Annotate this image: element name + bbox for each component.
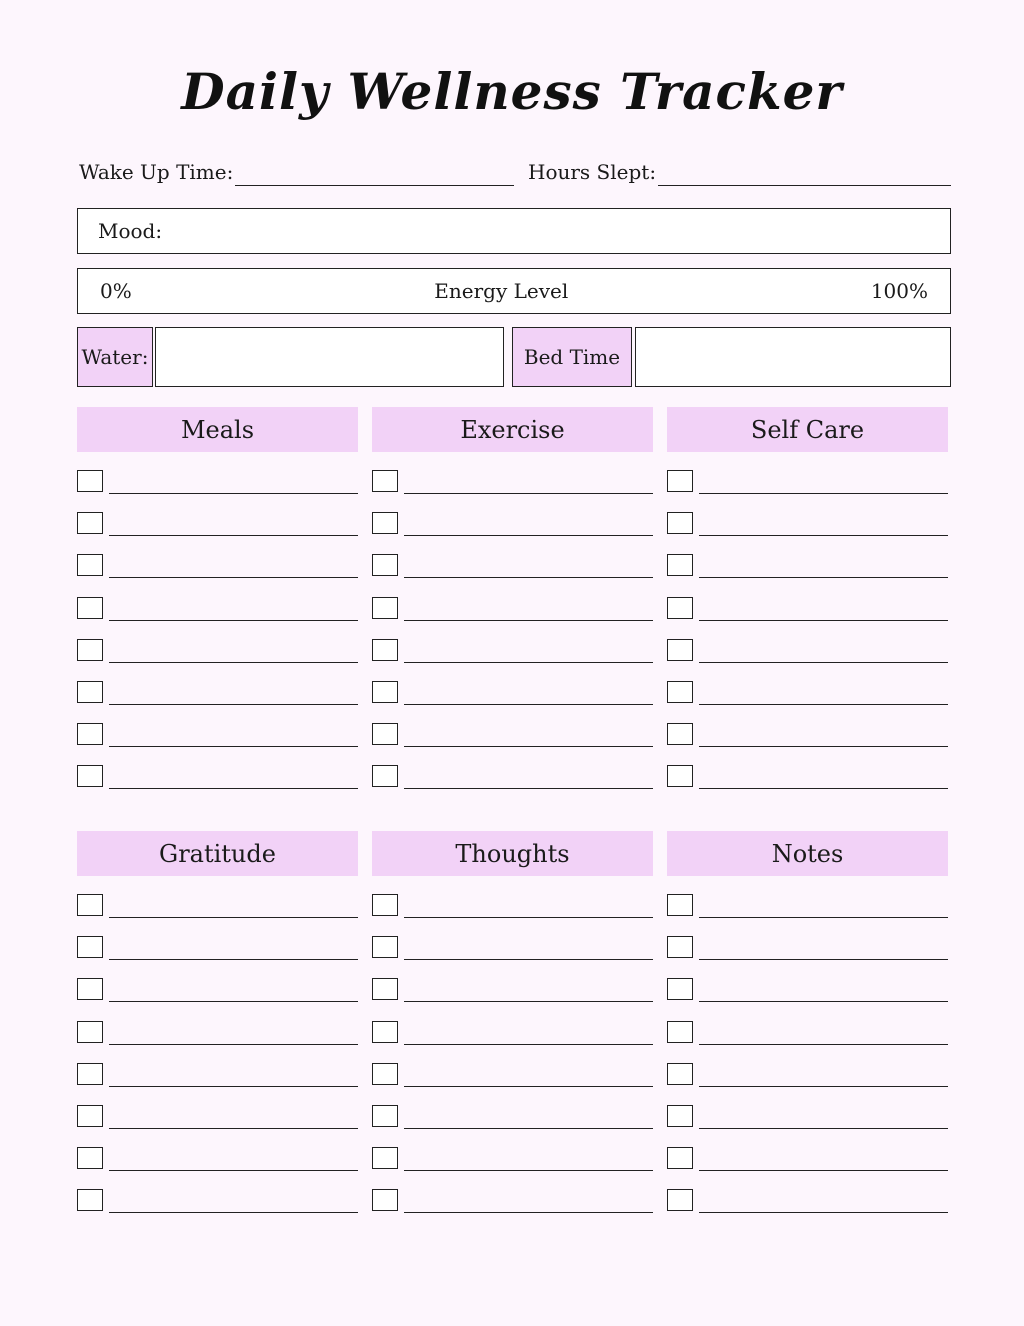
- hours-slept-field[interactable]: [528, 158, 951, 186]
- checkbox[interactable]: [77, 1105, 103, 1127]
- water-input-box[interactable]: [155, 327, 504, 387]
- list-item: [667, 1105, 948, 1131]
- list-item: [372, 765, 653, 791]
- checkbox[interactable]: [667, 554, 693, 576]
- checkbox[interactable]: [77, 1063, 103, 1085]
- list-item: [372, 1189, 653, 1215]
- writing-line[interactable]: [699, 577, 948, 578]
- list-item: [667, 765, 948, 791]
- checkbox[interactable]: [372, 978, 398, 1000]
- checkbox[interactable]: [667, 1021, 693, 1043]
- checkbox[interactable]: [77, 597, 103, 619]
- list-item: [372, 1105, 653, 1131]
- checkbox[interactable]: [372, 1147, 398, 1169]
- energy-min-label: 0%: [100, 279, 132, 303]
- list-item: [372, 639, 653, 665]
- page-title: Daily Wellness Tracker: [181, 62, 843, 121]
- section-header-exercise: Exercise: [372, 407, 653, 452]
- wake-up-time-field[interactable]: [79, 158, 514, 186]
- checkbox[interactable]: [77, 978, 103, 1000]
- writing-line[interactable]: [699, 917, 948, 918]
- list-item: [77, 723, 358, 749]
- list-item: [77, 1063, 358, 1089]
- checkbox[interactable]: [667, 1063, 693, 1085]
- checkbox[interactable]: [372, 723, 398, 745]
- list-item: [667, 1189, 948, 1215]
- writing-line[interactable]: [404, 1170, 653, 1171]
- energy-max-label: 100%: [870, 279, 928, 303]
- writing-line[interactable]: [109, 1170, 358, 1171]
- writing-line[interactable]: [404, 746, 653, 747]
- energy-level-label: Energy Level: [434, 279, 569, 303]
- list-item: [667, 1147, 948, 1173]
- list-item: [372, 554, 653, 580]
- checkbox[interactable]: [667, 639, 693, 661]
- list-item: [372, 597, 653, 623]
- writing-line[interactable]: [109, 577, 358, 578]
- list-item: [667, 639, 948, 665]
- writing-line[interactable]: [109, 1212, 358, 1213]
- writing-line[interactable]: [699, 662, 948, 663]
- list-item: [372, 512, 653, 538]
- list-item: [372, 681, 653, 707]
- list-item: [372, 470, 653, 496]
- checkbox[interactable]: [667, 681, 693, 703]
- writing-line[interactable]: [699, 620, 948, 621]
- writing-line[interactable]: [404, 535, 653, 536]
- hours-slept-label: Hours Slept:: [528, 160, 657, 184]
- writing-line[interactable]: [404, 1044, 653, 1045]
- writing-line[interactable]: [109, 1128, 358, 1129]
- list-item: [667, 554, 948, 580]
- checkbox[interactable]: [667, 978, 693, 1000]
- list-item: [667, 894, 948, 920]
- checkbox[interactable]: [667, 765, 693, 787]
- mood-label: Mood:: [98, 219, 163, 243]
- writing-line[interactable]: [699, 746, 948, 747]
- checkbox[interactable]: [667, 470, 693, 492]
- list-item: [667, 1063, 948, 1089]
- list-item: [372, 1021, 653, 1047]
- list-item: [667, 681, 948, 707]
- checkbox[interactable]: [372, 1189, 398, 1211]
- writing-line[interactable]: [109, 493, 358, 494]
- checkbox[interactable]: [372, 894, 398, 916]
- mood-box[interactable]: [77, 208, 951, 254]
- checkbox[interactable]: [77, 554, 103, 576]
- list-item: [77, 1105, 358, 1131]
- writing-line[interactable]: [109, 662, 358, 663]
- writing-line[interactable]: [404, 1128, 653, 1129]
- writing-line[interactable]: [404, 493, 653, 494]
- list-item: [77, 597, 358, 623]
- writing-line[interactable]: [404, 1001, 653, 1002]
- checkbox[interactable]: [77, 681, 103, 703]
- writing-line[interactable]: [109, 620, 358, 621]
- writing-line[interactable]: [109, 1001, 358, 1002]
- list-item: [372, 936, 653, 962]
- writing-line[interactable]: [404, 959, 653, 960]
- list-item: [372, 894, 653, 920]
- section-header-self-care: Self Care: [667, 407, 948, 452]
- list-item: [77, 936, 358, 962]
- writing-line[interactable]: [404, 1212, 653, 1213]
- writing-line[interactable]: [109, 746, 358, 747]
- writing-line[interactable]: [699, 1128, 948, 1129]
- hours-slept-line[interactable]: [658, 161, 951, 186]
- checkbox[interactable]: [372, 1021, 398, 1043]
- writing-line[interactable]: [109, 704, 358, 705]
- list-item: [77, 639, 358, 665]
- section-header-thoughts: Thoughts: [372, 831, 653, 876]
- writing-line[interactable]: [699, 535, 948, 536]
- list-item: [667, 512, 948, 538]
- checkbox[interactable]: [77, 1147, 103, 1169]
- writing-line[interactable]: [699, 704, 948, 705]
- energy-level-box[interactable]: [77, 268, 951, 314]
- writing-line[interactable]: [699, 959, 948, 960]
- writing-line[interactable]: [699, 1212, 948, 1213]
- list-item: [77, 1147, 358, 1173]
- section-header-gratitude: Gratitude: [77, 831, 358, 876]
- wake-up-time-label: Wake Up Time:: [79, 160, 234, 184]
- writing-line[interactable]: [699, 788, 948, 789]
- bed-time-label: Bed Time: [512, 327, 632, 387]
- writing-line[interactable]: [404, 788, 653, 789]
- writing-line[interactable]: [404, 662, 653, 663]
- water-label: Water:: [77, 327, 153, 387]
- checkbox[interactable]: [372, 597, 398, 619]
- writing-line[interactable]: [109, 535, 358, 536]
- checkbox[interactable]: [77, 512, 103, 534]
- list-item: [667, 597, 948, 623]
- list-item: [372, 978, 653, 1004]
- list-item: [77, 765, 358, 791]
- list-item: [77, 1189, 358, 1215]
- list-item: [77, 681, 358, 707]
- checkbox[interactable]: [372, 554, 398, 576]
- writing-line[interactable]: [404, 620, 653, 621]
- writing-line[interactable]: [109, 1044, 358, 1045]
- checkbox[interactable]: [667, 936, 693, 958]
- list-item: [372, 1063, 653, 1089]
- checkbox[interactable]: [667, 723, 693, 745]
- list-item: [667, 978, 948, 1004]
- checkbox[interactable]: [667, 894, 693, 916]
- writing-line[interactable]: [404, 917, 653, 918]
- bed-time-input-box[interactable]: [635, 327, 951, 387]
- list-item: [667, 936, 948, 962]
- checkbox[interactable]: [372, 1105, 398, 1127]
- checkbox[interactable]: [667, 1147, 693, 1169]
- checkbox[interactable]: [77, 1021, 103, 1043]
- list-item: [667, 723, 948, 749]
- list-item: [77, 470, 358, 496]
- checkbox[interactable]: [77, 765, 103, 787]
- writing-line[interactable]: [404, 577, 653, 578]
- writing-line[interactable]: [109, 1086, 358, 1087]
- checkbox[interactable]: [77, 894, 103, 916]
- checkbox[interactable]: [667, 512, 693, 534]
- checkbox[interactable]: [372, 639, 398, 661]
- section-header-notes: Notes: [667, 831, 948, 876]
- list-item: [77, 554, 358, 580]
- checkbox[interactable]: [77, 470, 103, 492]
- checkbox[interactable]: [77, 936, 103, 958]
- checkbox[interactable]: [77, 1189, 103, 1211]
- writing-line[interactable]: [109, 959, 358, 960]
- list-item: [77, 1021, 358, 1047]
- list-item: [372, 1147, 653, 1173]
- list-item: [667, 470, 948, 496]
- writing-line[interactable]: [404, 704, 653, 705]
- section-header-meals: Meals: [77, 407, 358, 452]
- writing-line[interactable]: [404, 1086, 653, 1087]
- checkbox[interactable]: [372, 681, 398, 703]
- list-item: [372, 723, 653, 749]
- checkbox[interactable]: [372, 470, 398, 492]
- checkbox[interactable]: [372, 765, 398, 787]
- writing-line[interactable]: [109, 788, 358, 789]
- checkbox[interactable]: [667, 1189, 693, 1211]
- checkbox[interactable]: [77, 639, 103, 661]
- wake-up-time-line[interactable]: [235, 161, 514, 186]
- writing-line[interactable]: [699, 1170, 948, 1171]
- writing-line[interactable]: [699, 1001, 948, 1002]
- list-item: [77, 512, 358, 538]
- checkbox[interactable]: [77, 723, 103, 745]
- checkbox[interactable]: [372, 512, 398, 534]
- checkbox[interactable]: [667, 597, 693, 619]
- list-item: [77, 978, 358, 1004]
- checkbox[interactable]: [372, 1063, 398, 1085]
- writing-line[interactable]: [109, 917, 358, 918]
- checkbox[interactable]: [667, 1105, 693, 1127]
- checkbox[interactable]: [372, 936, 398, 958]
- writing-line[interactable]: [699, 1044, 948, 1045]
- list-item: [77, 894, 358, 920]
- writing-line[interactable]: [699, 493, 948, 494]
- writing-line[interactable]: [699, 1086, 948, 1087]
- list-item: [667, 1021, 948, 1047]
